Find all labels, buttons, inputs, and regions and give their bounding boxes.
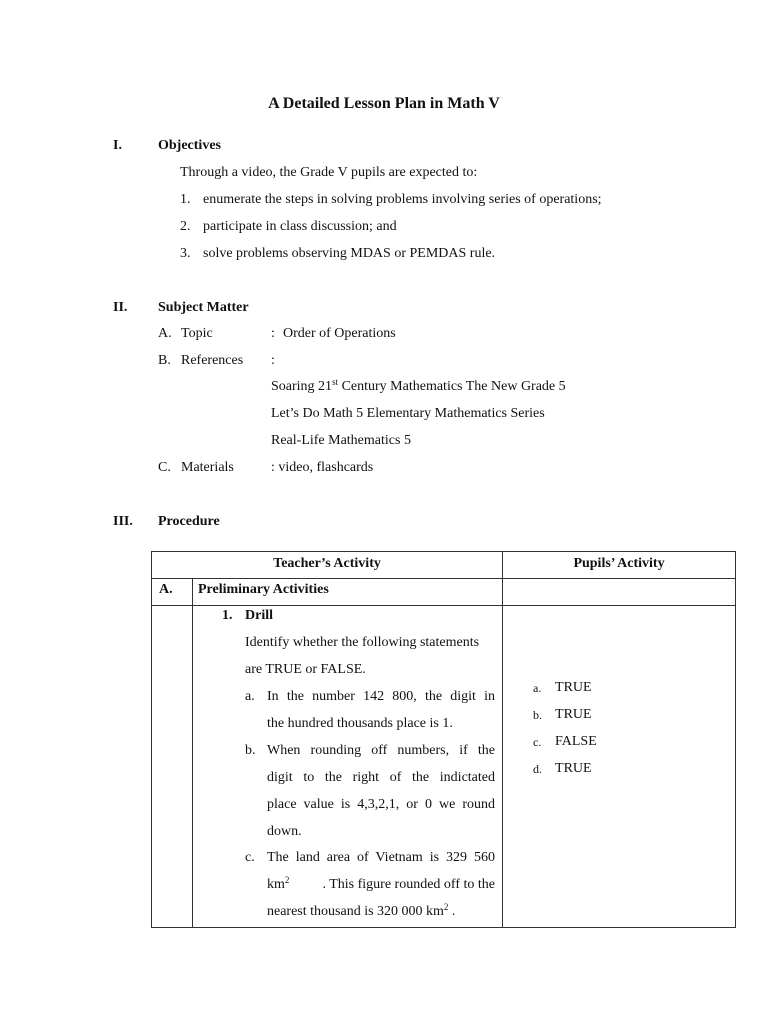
drill-item-letter: b. [245,743,256,758]
objective-number: 2. [180,219,191,234]
drill-instruction: Identify whether the following statements [245,635,480,650]
table-row [152,606,736,928]
answer-letter: a. [533,681,542,695]
drill-empty-cell [152,606,193,928]
drill-item-text: place value is 4,3,2,1, or 0 we round [267,797,495,812]
table-header-row [152,552,736,579]
procedure-table [151,551,736,928]
section-heading-procedure: Procedure [158,514,220,529]
drill-pupils-cell [503,606,736,928]
answer-value: TRUE [555,707,592,722]
page-title: A Detailed Lesson Plan in Math V [268,95,500,112]
section-a-label: Preliminary Activities [198,582,329,597]
answer-letter: d. [533,762,543,776]
section-heading-subject-matter: Subject Matter [158,300,249,315]
objectives-intro: Through a video, the Grade V pupils are expected to: [180,165,478,180]
drill-heading: Drill [245,608,273,623]
drill-item-text: In the number 142 800, the digit in [267,689,495,704]
section-numeral-subject-matter: II. [113,300,128,315]
pupils-activity-header: Pupils’ Activity [503,552,736,579]
topic-value: Order of Operations [283,326,396,341]
drill-item-text: The land area of Vietnam is 329 560 [267,850,495,865]
materials-value: : video, flashcards [271,460,374,475]
section-a-letter-cell [152,579,193,606]
objective-text: solve problems observing MDAS or PEMDAS rule. [203,246,496,261]
objective-text: enumerate the steps in solving problems involving series of operations; [203,192,602,207]
references-colon: : [271,353,275,368]
drill-item-letter: a. [245,689,255,704]
drill-item-letter: c. [245,850,255,865]
drill-item-text: down. [267,824,302,839]
topic-colon: : [271,326,275,341]
references-label: References [181,353,244,368]
objective-text: participate in class discussion; and [203,219,397,234]
section-numeral-procedure: III. [113,514,133,529]
section-numeral-objectives: I. [113,138,122,153]
answer-value: FALSE [555,734,597,749]
drill-item-text: When rounding off numbers, if the [267,743,495,758]
objective-number: 3. [180,246,191,261]
drill-instruction: are TRUE or FALSE. [245,662,366,677]
answer-letter: c. [533,735,542,749]
objective-number: 1. [180,192,191,207]
drill-teacher-cell [193,606,503,928]
answer-value: TRUE [555,680,592,695]
table-row [152,579,736,606]
reference-item: Soaring 21st Century Mathematics The New Grade 5 [271,377,566,394]
answer-letter: b. [533,708,543,722]
drill-item-text: $km^2$ . This figure rounded off to the [267,875,495,892]
section-a-letter: A. [159,582,173,597]
topic-label: Topic [181,326,213,341]
section-heading-objectives: Objectives [158,138,221,153]
materials-letter: C. [158,460,171,475]
topic-letter: A. [158,326,172,341]
drill-item-text: digit to the right of the indictated [267,770,495,785]
references-letter: B. [158,353,171,368]
teacher-activity-header: Teacher’s Activity [152,552,503,579]
materials-label: Materials [181,460,234,475]
section-a-pupils-cell [503,579,736,606]
answer-value: TRUE [555,761,592,776]
reference-item: Let’s Do Math 5 Elementary Mathematics Series [271,406,545,421]
section-a-label-cell [193,579,503,606]
drill-item-text: nearest thousand is 320 000 $km^2$ . [267,902,456,919]
drill-number: 1. [222,608,233,623]
reference-item: Real-Life Mathematics 5 [271,433,411,448]
drill-item-text: the hundred thousands place is 1. [267,716,453,731]
